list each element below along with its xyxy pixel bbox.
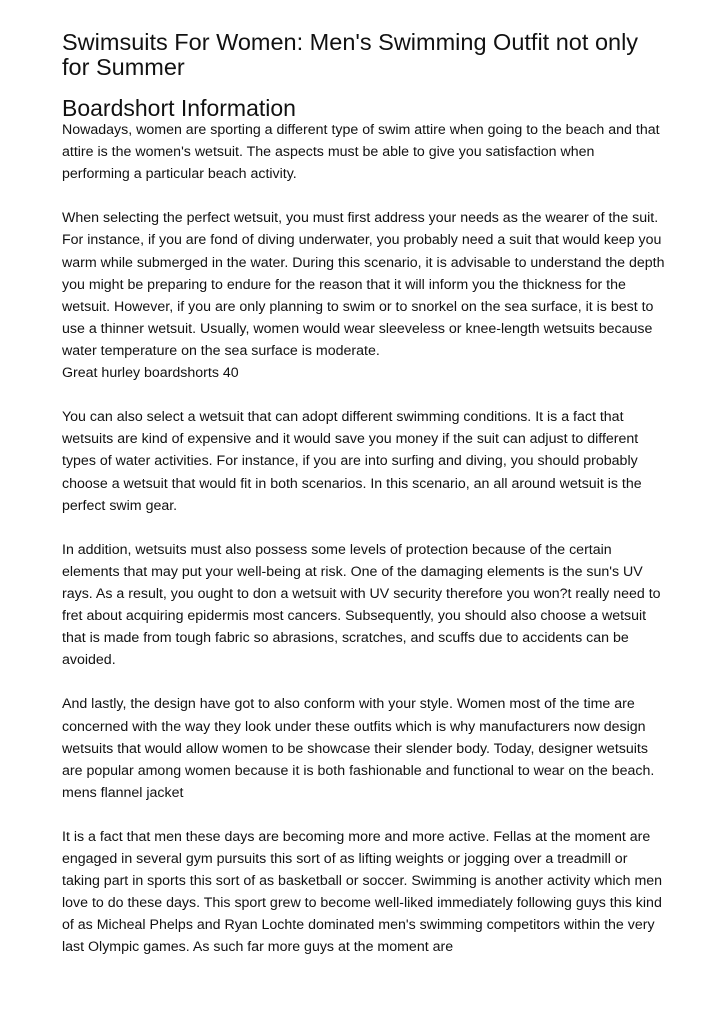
paragraph-spacer [62, 384, 666, 406]
paragraph-spacer [62, 185, 666, 207]
paragraph-spacer [62, 804, 666, 826]
paragraph-spacer [62, 671, 666, 693]
paragraph-protection: In addition, wetsuits must also possess some levels of protection because of the certain elements that may put your well-being at risk. One of the damaging elements is the sun's UV rays. As a result, you ought to don a wetsuit with UV security therefore you won?t really need to fret about acquiring epidermis most cancers. Subsequently, you should also choose a wetsuit that is made from tough fabric so abrasions, scratches, and scuffs due to accidents can be avoided. [62, 541, 661, 669]
paragraph-style: And lastly, the design have got to also conform with your style. Women most of the time are concerned with the way they look under these outfits which is why manufacturers now design wetsuits that would allow women to be showcase their slender body. Today, designer wetsuits are popular among women because it is both fashionable and functional to wear on the beach. [62, 696, 655, 779]
text-link-hurley: Great hurley boardshorts 40 [62, 365, 239, 382]
text-link-flannel: mens flannel jacket [62, 784, 184, 801]
document-title: Swimsuits For Women: Men's Swimming Outfit not only for Summer [62, 29, 639, 80]
paragraph-selecting-wetsuit: When selecting the perfect wetsuit, you must first address your needs as the wearer of the suit. For instance, if you are fond of diving underwater, you probably need a suit that would keep you warm while submerged in the water. During this scenario, it is advisable to understand the depth you might be preparing to endure for the reason that it will inform you the thickness for the wetsuit. However, if you are only planning to swim or to snorkel on the sea surface, it is best to use a thinner wetsuit. Usually, women would wear sleeveless or knee-length wetsuits because water temperature on the sea surface is moderate. [62, 210, 665, 359]
document-page [62, 30, 666, 959]
paragraph-men-active: It is a fact that men these days are becoming more and more active. Fellas at the moment are engaged in several gym pursuits this sort of as lifting weights or jogging over a treadmill or taking part in sports this sort of as basketball or soccer. Swimming is another activity which men love to do these days. This sport grew to become well-liked immediately following guys this kind of as Micheal Phelps and Ryan Lochte dominated men's swimming competitors within the very last Olympic games. As such far more guys at the moment are [62, 829, 663, 956]
paragraph-spacer [62, 517, 666, 539]
paragraph-swimming-conditions: You can also select a wetsuit that can adopt different swimming conditions. It is a fact that wetsuits are kind of expensive and it would save you money if the suit can adjust to different types of water activities. For instance, if you are into surfing and diving, you should probably choose a wetsuit that would fit in both scenarios. In this scenario, an all around wetsuit is the perfect swim gear. [62, 409, 642, 514]
paragraph-intro: Nowadays, women are sporting a different type of swim attire when going to the beach and that attire is the women's wetsuit. The aspects must be able to give you satisfaction when performing a particular beach activity. [62, 122, 660, 183]
section-heading: Boardshort Information [62, 95, 296, 121]
